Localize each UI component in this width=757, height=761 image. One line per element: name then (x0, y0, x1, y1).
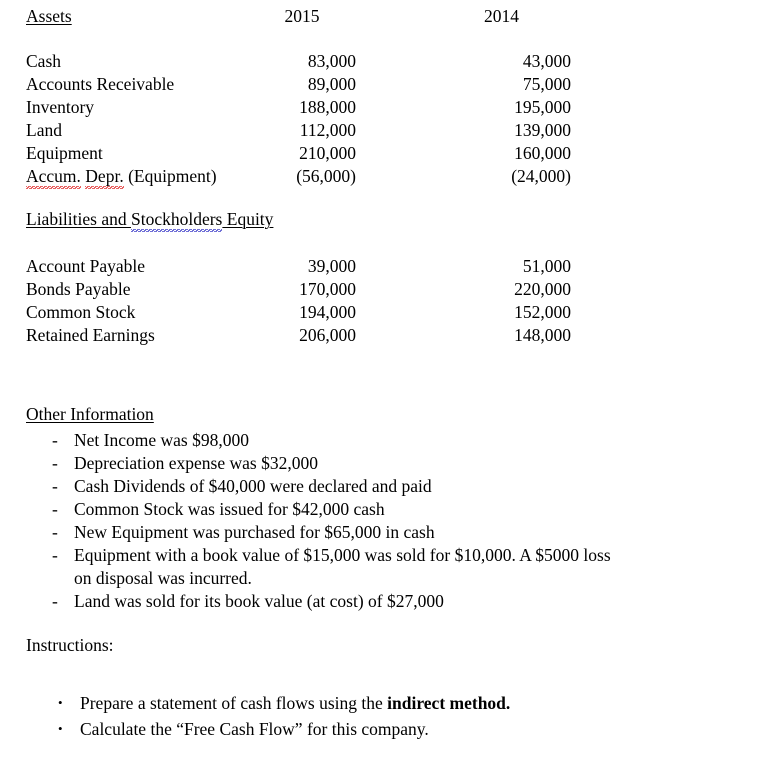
list-item-text-line2: on disposal was incurred. (74, 568, 252, 588)
assets-heading-cell (0, 8, 248, 26)
grammarcheck-stockholders: Stockholders (130, 209, 223, 229)
dash-bullet-icon: - (52, 545, 58, 565)
row-value-2014: 51,000 (522, 256, 571, 276)
row-value-2015: 112,000 (299, 120, 356, 140)
row-value-2015: 83,000 (307, 51, 356, 71)
liabilities-gap (0, 234, 757, 258)
other-information-heading: Other Information (26, 404, 154, 424)
table-row (0, 76, 757, 99)
round-bullet-icon: • (58, 721, 63, 736)
other-info-gap-top-2 (0, 386, 757, 406)
row-value-2014: 195,000 (514, 97, 571, 117)
liabilities-heading-part3: Equity (222, 209, 274, 229)
balance-sheet-header-row (0, 8, 757, 39)
round-bullet-icon: • (58, 695, 63, 710)
liabilities-heading-row (0, 211, 757, 234)
liabilities-heading (26, 209, 273, 229)
instruction-text-plain: Prepare a statement of cash flows using the (80, 693, 388, 713)
list-item (0, 429, 757, 452)
row-value-2015: 210,000 (299, 143, 356, 163)
assets-heading: Assets (26, 6, 72, 26)
row-value-2014: 43,000 (522, 51, 571, 71)
list-item-text: Depreciation expense was $32,000 (74, 453, 318, 473)
list-item (0, 690, 757, 716)
dash-bullet-icon: - (52, 430, 58, 450)
row-value-2015: 188,000 (299, 97, 356, 117)
instructions-list (0, 690, 757, 742)
row-label: Common Stock (26, 302, 136, 322)
row-value-2014: (24,000) (511, 166, 571, 186)
list-item-text: Common Stock was issued for $42,000 cash (74, 499, 385, 519)
list-item-text (80, 690, 757, 716)
dash-bullet-icon: - (52, 453, 58, 473)
table-row (0, 281, 757, 304)
other-info-gap-top (0, 350, 757, 386)
liabilities-heading-part1: Liabilities and (26, 209, 131, 229)
row-label-equipment: (Equipment) (128, 166, 217, 186)
dash-bullet-icon: - (52, 591, 58, 611)
row-label: Accounts Receivable (26, 74, 175, 94)
table-row (0, 145, 757, 168)
row-label: Cash (26, 51, 61, 71)
row-value-2014: 160,000 (514, 143, 571, 163)
list-item-text: Net Income was $98,000 (74, 430, 249, 450)
row-value-2015: 206,000 (299, 325, 356, 345)
spellcheck-depr: Depr. (85, 166, 124, 186)
row-value-2014: 152,000 (514, 302, 571, 322)
table-row (0, 122, 757, 145)
dash-bullet-icon: - (52, 522, 58, 542)
instructions-heading: Instructions: (26, 635, 114, 655)
row-label: Account Payable (26, 256, 146, 276)
row-label: Equipment (26, 143, 103, 163)
row-value-2015: 194,000 (299, 302, 356, 322)
list-item-text: Cash Dividends of $40,000 were declared and paid (74, 476, 432, 496)
list-item (0, 521, 757, 544)
instructions-gap (0, 660, 757, 690)
list-item (0, 452, 757, 475)
assets-gap (0, 39, 757, 53)
year-2014-header: 2014 (484, 6, 519, 26)
list-item (0, 544, 757, 590)
list-item-text (74, 544, 734, 590)
row-label: Retained Earnings (26, 325, 155, 345)
list-item (0, 716, 757, 742)
year-2015-header: 2015 (284, 6, 320, 26)
row-value-2015: 170,000 (299, 279, 356, 299)
row-value-2014: 148,000 (514, 325, 571, 345)
table-row-accum-depr (0, 168, 757, 191)
list-item-text: Calculate the “Free Cash Flow” for this company. (80, 719, 429, 739)
instructions-gap-top (0, 613, 757, 637)
assets-table (0, 53, 757, 191)
list-item (0, 590, 757, 613)
row-value-2014: 220,000 (514, 279, 571, 299)
other-information-heading-row (0, 406, 757, 429)
spellcheck-accum: Accum. (26, 166, 81, 186)
list-item-text: New Equipment was purchased for $65,000 in cash (74, 522, 435, 542)
row-value-2014: 75,000 (522, 74, 571, 94)
table-row (0, 99, 757, 122)
row-value-2015: 39,000 (307, 256, 356, 276)
list-item (0, 475, 757, 498)
row-value-2014: 139,000 (514, 120, 571, 140)
table-row (0, 258, 757, 281)
liabilities-table (0, 258, 757, 350)
dash-bullet-icon: - (52, 499, 58, 519)
row-label: Land (26, 120, 62, 140)
row-label (0, 168, 248, 186)
other-information-list (0, 429, 757, 613)
instruction-text-bold: indirect method. (387, 693, 511, 713)
top-spacer (0, 0, 757, 8)
liabilities-gap-top (0, 191, 757, 211)
row-label: Inventory (26, 97, 95, 117)
dash-bullet-icon: - (52, 476, 58, 496)
table-row (0, 304, 757, 327)
list-item (0, 498, 757, 521)
table-row (0, 53, 757, 76)
row-label: Bonds Payable (26, 279, 131, 299)
row-value-2015: (56,000) (296, 166, 356, 186)
list-item-text-line1: Equipment with a book value of $15,000 was sold for $10,000. A $5000 loss (74, 545, 611, 565)
row-value-2015: 89,000 (307, 74, 356, 94)
list-item-text: Land was sold for its book value (at cost) of $27,000 (74, 591, 444, 611)
table-row (0, 327, 757, 350)
